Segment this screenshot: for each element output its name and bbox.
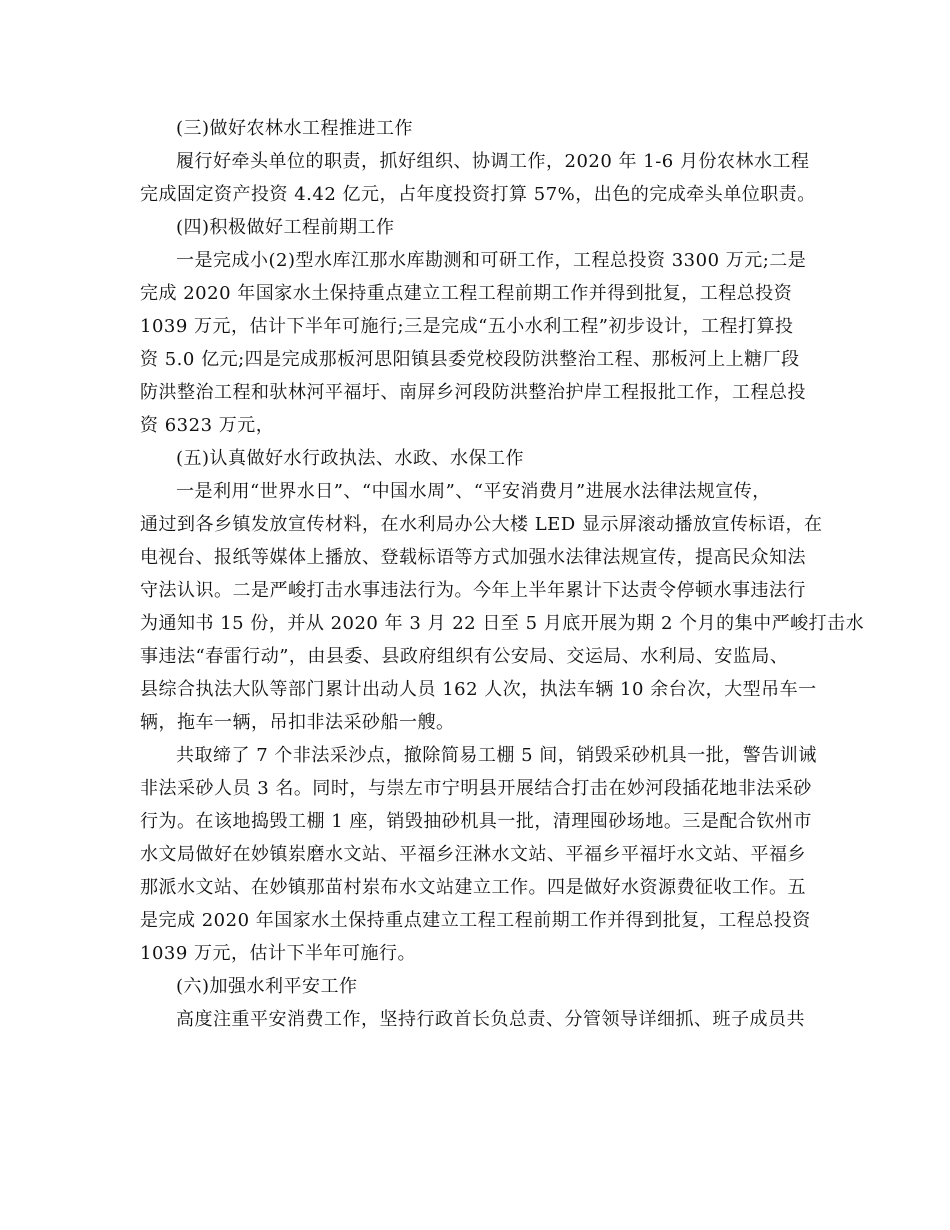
paragraph (140, 475, 865, 739)
text-line: 资 6323 万元， (140, 415, 275, 436)
section-heading: (四)积极做好工程前期工作 (176, 217, 395, 238)
text-line: 完成固定资产投资 4.42 亿元，占年度投资打算 57%，出色的完成牵头单位职责。 (140, 184, 816, 205)
text-line: 为通知书 15 份，并从 2020 年 3 月 22 日至 5 月底开展为期 2 个月的集中严峻打击水 (140, 613, 865, 634)
section-heading: (五)认真做好水行政执法、水政、水保工作 (176, 448, 525, 469)
text-line: 完成 2020 年国家水土保持重点建立工程工程前期工作并得到批复，工程总投资 (140, 283, 793, 304)
text-line: 守法认识。二是严峻打击水事违法行为。今年上半年累计下达责令停顿水事违法行 (140, 580, 806, 601)
paragraph (140, 1003, 820, 1036)
text-line: 通过到各乡镇发放宣传材料，在水利局办公大楼 LED 显示屏滚动播放宣传标语，在 (140, 514, 823, 535)
text-line: 是完成 2020 年国家水土保持重点建立工程工程前期工作并得到批复，工程总投资 (140, 910, 811, 931)
section-5-continued (140, 739, 820, 970)
text-line: 事违法“春雷行动”，由县委、县政府组织有公安局、交运局、水利局、安监局、 (140, 646, 789, 667)
section-4 (140, 211, 820, 442)
section-heading: (六)加强水利平安工作 (176, 976, 358, 997)
document-page (140, 112, 865, 1036)
text-line: 辆，拖车一辆，吊扣非法采砂船一艘。 (140, 712, 455, 733)
paragraph (140, 739, 820, 970)
text-line: 一是完成小(2)型水库江那水库勘测和可研工作，工程总投资 3300 万元;二是 (176, 250, 807, 271)
section-6 (140, 970, 820, 1036)
text-line: 防洪整治工程和驮林河平福圩、南屏乡河段防洪整治护岸工程报批工作，工程总投 (140, 382, 806, 403)
paragraph (140, 145, 820, 211)
text-line: 水文局做好在妙镇岽磨水文站、平福乡汪淋水文站、平福乡平福圩水文站、平福乡 (140, 844, 806, 865)
text-line: 共取缔了 7 个非法采沙点，撤除简易工棚 5 间，销毁采砂机具一批，警告训诫 (176, 745, 817, 766)
text-line: 那派水文站、在妙镇那苗村岽布水文站建立工作。四是做好水资源费征收工作。五 (140, 877, 806, 898)
text-line: 县综合执法大队等部门累计出动人员 162 人次，执法车辆 10 余台次，大型吊车一 (140, 679, 817, 700)
text-line: 履行好牵头单位的职责，抓好组织、协调工作，2020 年 1-6 月份农林水工程 (176, 151, 810, 172)
paragraph (140, 244, 820, 442)
text-line: 非法采砂人员 3 名。同时，与崇左市宁明县开展结合打击在妙河段插花地非法采砂 (140, 778, 812, 799)
text-line: 高度注重平安消费工作，坚持行政首长负总责、分管领导详细抓、班子成员共 (176, 1009, 805, 1030)
text-line: 行为。在该地捣毁工棚 1 座，销毁抽砂机具一批，清理囤砂场地。三是配合钦州市 (140, 811, 812, 832)
text-line: 电视台、报纸等媒体上播放、登载标语等方式加强水法律法规宣传，提高民众知法 (140, 547, 806, 568)
section-5 (140, 442, 865, 739)
text-line: 一是利用“世界水日”、“中国水周”、“平安消费月”进展水法律法规宣传， (176, 481, 771, 502)
text-line: 资 5.0 亿元;四是完成那板河思阳镇县委党校段防洪整治工程、那板河上上糖厂段 (140, 349, 800, 370)
text-line: 1039 万元，估计下半年可施行。 (140, 943, 417, 964)
text-line: 1039 万元，估计下半年可施行;三是完成“五小水利工程”初步设计，工程打算投 (140, 316, 794, 337)
section-heading: (三)做好农林水工程推进工作 (176, 118, 414, 139)
section-3 (140, 112, 820, 211)
